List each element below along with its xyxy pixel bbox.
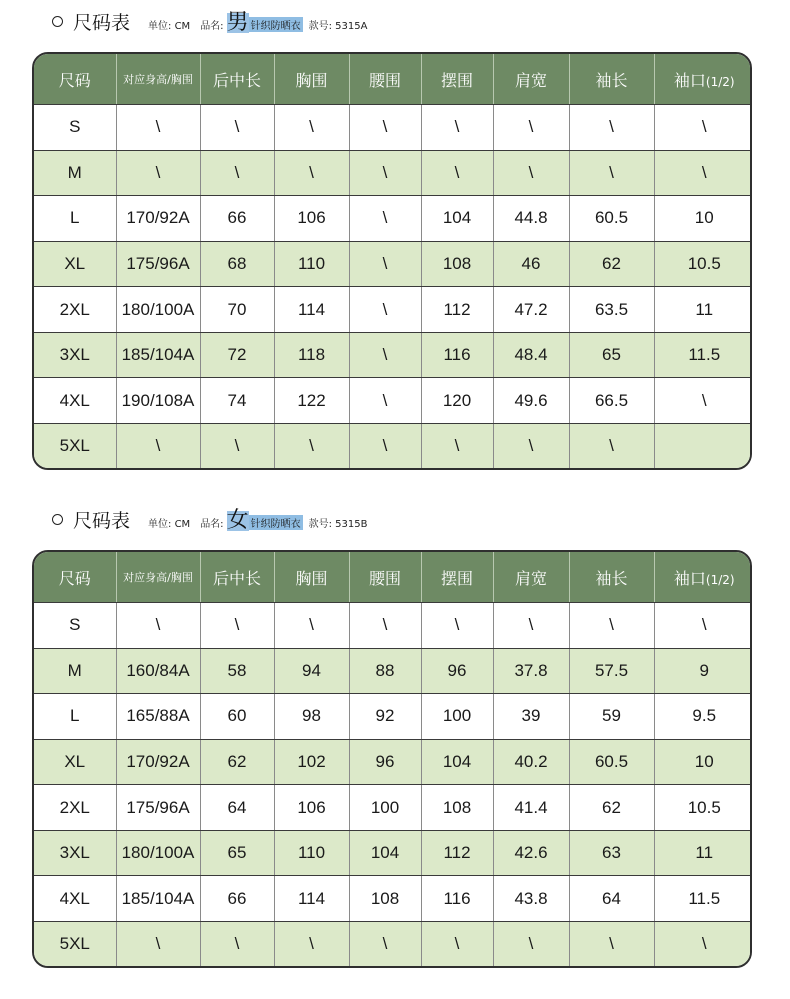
- header-cuff-sub: (1/2): [705, 74, 735, 89]
- size-cell: 5XL: [34, 921, 116, 966]
- table-cell: 96: [349, 739, 421, 785]
- circle-bullet-icon: [52, 514, 63, 525]
- table-cell: 11: [654, 287, 752, 333]
- table-cell: 175/96A: [116, 241, 200, 287]
- table-row: [34, 105, 752, 151]
- size-cell: L: [34, 694, 116, 740]
- product-name: 针织防晒衣: [249, 515, 303, 530]
- table-cell: 116: [421, 332, 493, 378]
- table-cell: 185/104A: [116, 332, 200, 378]
- table-cell: 68: [200, 241, 274, 287]
- gender-label: 女: [226, 508, 249, 533]
- table-cell: 112: [421, 830, 493, 876]
- table-cell: 46: [493, 241, 569, 287]
- header-cuff: [654, 54, 752, 105]
- table-cell: \: [493, 105, 569, 151]
- table-header-row: [34, 54, 752, 105]
- table-cell: \: [654, 378, 752, 424]
- table-cell: 60.5: [569, 739, 654, 785]
- header-chest: 胸围: [274, 54, 349, 105]
- size-cell: L: [34, 196, 116, 242]
- table-cell: 114: [274, 287, 349, 333]
- header-shoulder: 肩宽: [493, 54, 569, 105]
- table-cell: 110: [274, 830, 349, 876]
- chart-title: 尺码表: [73, 12, 131, 34]
- table-cell: 48.4: [493, 332, 569, 378]
- size-cell: 4XL: [34, 378, 116, 424]
- table-cell: 170/92A: [116, 739, 200, 785]
- product-name: 针织防晒衣: [249, 17, 303, 32]
- table-cell: \: [200, 603, 274, 649]
- table-cell: \: [349, 241, 421, 287]
- table-cell: 47.2: [493, 287, 569, 333]
- header-sleeve-length: 袖长: [569, 54, 654, 105]
- table-cell: \: [349, 332, 421, 378]
- header-waist: 腰围: [349, 54, 421, 105]
- table-cell: \: [349, 603, 421, 649]
- table-cell: 9: [654, 648, 752, 694]
- circle-bullet-icon: [52, 16, 63, 27]
- header-hem: 摆围: [421, 54, 493, 105]
- table-cell: \: [116, 105, 200, 151]
- table-cell: 41.4: [493, 785, 569, 831]
- table-cell: 65: [200, 830, 274, 876]
- table-cell: 165/88A: [116, 694, 200, 740]
- size-cell: S: [34, 105, 116, 151]
- table-cell: 64: [200, 785, 274, 831]
- table-cell: 180/100A: [116, 287, 200, 333]
- table-cell: 39: [493, 694, 569, 740]
- table-cell: 94: [274, 648, 349, 694]
- table-cell: 106: [274, 196, 349, 242]
- table-cell: 100: [421, 694, 493, 740]
- table-cell: 110: [274, 241, 349, 287]
- table-cell: 120: [421, 378, 493, 424]
- header-chest: 胸围: [274, 552, 349, 603]
- table-cell: \: [493, 921, 569, 966]
- table-row: [34, 876, 752, 922]
- table-cell: \: [569, 423, 654, 468]
- table-cell: 92: [349, 694, 421, 740]
- table-cell: 102: [274, 739, 349, 785]
- table-cell: \: [493, 423, 569, 468]
- table-cell: 190/108A: [116, 378, 200, 424]
- table-cell: [654, 423, 752, 468]
- table-cell: 62: [200, 739, 274, 785]
- unit-label: 单位: CM: [148, 519, 191, 530]
- table-cell: 63: [569, 830, 654, 876]
- table-cell: \: [200, 423, 274, 468]
- header-cuff-label: 袖口: [673, 70, 706, 90]
- table-cell: 42.6: [493, 830, 569, 876]
- style-code: 款号: 5315A: [308, 21, 368, 32]
- header-height-chest: 对应身高/胸围: [116, 54, 200, 105]
- unit-label: 单位: CM: [148, 21, 191, 32]
- size-cell: M: [34, 648, 116, 694]
- style-code: 款号: 5315B: [308, 519, 368, 530]
- table-cell: 98: [274, 694, 349, 740]
- table-cell: 65: [569, 332, 654, 378]
- header-cuff: [654, 552, 752, 603]
- table-cell: \: [349, 378, 421, 424]
- size-cell: 5XL: [34, 423, 116, 468]
- header-back-length: 后中长: [200, 54, 274, 105]
- table-cell: 66: [200, 196, 274, 242]
- size-cell: XL: [34, 739, 116, 785]
- product-name-label: 品名:: [200, 21, 224, 32]
- table-cell: 66: [200, 876, 274, 922]
- table-cell: \: [349, 287, 421, 333]
- table-cell: 160/84A: [116, 648, 200, 694]
- gender-label: 男: [226, 10, 249, 35]
- size-cell: M: [34, 150, 116, 196]
- table-cell: \: [200, 105, 274, 151]
- table-cell: \: [116, 423, 200, 468]
- table-row: [34, 332, 752, 378]
- table-cell: 100: [349, 785, 421, 831]
- table-cell: \: [654, 603, 752, 649]
- table-cell: \: [493, 603, 569, 649]
- table-cell: 106: [274, 785, 349, 831]
- table-cell: 44.8: [493, 196, 569, 242]
- table-row: [34, 241, 752, 287]
- table-body: [34, 105, 752, 469]
- table-cell: 112: [421, 287, 493, 333]
- size-cell: 4XL: [34, 876, 116, 922]
- table-cell: 63.5: [569, 287, 654, 333]
- header-hem: 摆围: [421, 552, 493, 603]
- table-cell: \: [569, 921, 654, 966]
- table-cell: \: [349, 921, 421, 966]
- table-row: [34, 785, 752, 831]
- size-cell: 2XL: [34, 785, 116, 831]
- table-cell: \: [116, 150, 200, 196]
- table-row: [34, 830, 752, 876]
- table-cell: 62: [569, 241, 654, 287]
- table-cell: 96: [421, 648, 493, 694]
- header-size: 尺码: [34, 552, 116, 603]
- table-cell: \: [654, 921, 752, 966]
- table-cell: 11.5: [654, 876, 752, 922]
- table-cell: \: [569, 105, 654, 151]
- header-cuff-sub: (1/2): [705, 572, 735, 587]
- table-cell: \: [421, 423, 493, 468]
- table-cell: \: [200, 150, 274, 196]
- table-cell: 118: [274, 332, 349, 378]
- header-waist: 腰围: [349, 552, 421, 603]
- table-cell: 66.5: [569, 378, 654, 424]
- table-cell: 122: [274, 378, 349, 424]
- table-cell: \: [569, 603, 654, 649]
- table-cell: \: [421, 921, 493, 966]
- table-row: [34, 196, 752, 242]
- table-cell: \: [421, 603, 493, 649]
- table-cell: 108: [421, 241, 493, 287]
- table-cell: 9.5: [654, 694, 752, 740]
- chart-header: [52, 506, 752, 536]
- table-cell: 59: [569, 694, 654, 740]
- table-row: [34, 150, 752, 196]
- table-cell: 57.5: [569, 648, 654, 694]
- table-header-row: [34, 552, 752, 603]
- table-cell: \: [654, 105, 752, 151]
- table-cell: 10: [654, 196, 752, 242]
- table-cell: 40.2: [493, 739, 569, 785]
- table-cell: 88: [349, 648, 421, 694]
- table-cell: 116: [421, 876, 493, 922]
- table-row: [34, 603, 752, 649]
- table-cell: 104: [421, 196, 493, 242]
- table-cell: 10.5: [654, 241, 752, 287]
- table-cell: 104: [421, 739, 493, 785]
- size-table: [32, 52, 752, 470]
- table-cell: \: [349, 196, 421, 242]
- table-cell: 175/96A: [116, 785, 200, 831]
- table-cell: 185/104A: [116, 876, 200, 922]
- table-row: [34, 921, 752, 966]
- table-cell: \: [349, 423, 421, 468]
- size-cell: 3XL: [34, 830, 116, 876]
- table-cell: \: [274, 603, 349, 649]
- table-cell: 49.6: [493, 378, 569, 424]
- table-cell: 64: [569, 876, 654, 922]
- table-row: [34, 423, 752, 468]
- chart-header: [52, 8, 752, 38]
- product-name-label: 品名:: [200, 519, 224, 530]
- table-cell: \: [200, 921, 274, 966]
- header-height-chest: 对应身高/胸围: [116, 552, 200, 603]
- table-cell: 104: [349, 830, 421, 876]
- table-cell: 60: [200, 694, 274, 740]
- table-row: [34, 739, 752, 785]
- size-cell: XL: [34, 241, 116, 287]
- table-row: [34, 378, 752, 424]
- table-cell: 170/92A: [116, 196, 200, 242]
- table-cell: \: [654, 150, 752, 196]
- table-cell: 70: [200, 287, 274, 333]
- table-cell: 72: [200, 332, 274, 378]
- table-cell: 114: [274, 876, 349, 922]
- table-cell: 62: [569, 785, 654, 831]
- table-cell: 74: [200, 378, 274, 424]
- header-sleeve-length: 袖长: [569, 552, 654, 603]
- header-back-length: 后中长: [200, 552, 274, 603]
- table-cell: 108: [421, 785, 493, 831]
- table-cell: \: [349, 150, 421, 196]
- table-cell: 58: [200, 648, 274, 694]
- table-cell: \: [569, 150, 654, 196]
- size-cell: S: [34, 603, 116, 649]
- header-shoulder: 肩宽: [493, 552, 569, 603]
- table-cell: \: [274, 105, 349, 151]
- table-cell: \: [274, 921, 349, 966]
- table-cell: \: [274, 423, 349, 468]
- size-table: [32, 550, 752, 968]
- table-cell: 180/100A: [116, 830, 200, 876]
- size-cell: 2XL: [34, 287, 116, 333]
- table-cell: \: [421, 105, 493, 151]
- size-cell: 3XL: [34, 332, 116, 378]
- table-cell: 11: [654, 830, 752, 876]
- table-cell: 10: [654, 739, 752, 785]
- table-cell: 43.8: [493, 876, 569, 922]
- table-cell: 10.5: [654, 785, 752, 831]
- table-cell: \: [421, 150, 493, 196]
- chart-title: 尺码表: [73, 510, 131, 532]
- table-body: [34, 603, 752, 967]
- table-row: [34, 648, 752, 694]
- table-cell: \: [116, 921, 200, 966]
- table-cell: \: [116, 603, 200, 649]
- header-size: 尺码: [34, 54, 116, 105]
- table-cell: 11.5: [654, 332, 752, 378]
- table-cell: \: [493, 150, 569, 196]
- table-cell: \: [274, 150, 349, 196]
- table-row: [34, 694, 752, 740]
- header-cuff-label: 袖口: [673, 568, 706, 588]
- table-cell: \: [349, 105, 421, 151]
- table-cell: 108: [349, 876, 421, 922]
- table-cell: 60.5: [569, 196, 654, 242]
- table-cell: 37.8: [493, 648, 569, 694]
- table-row: [34, 287, 752, 333]
